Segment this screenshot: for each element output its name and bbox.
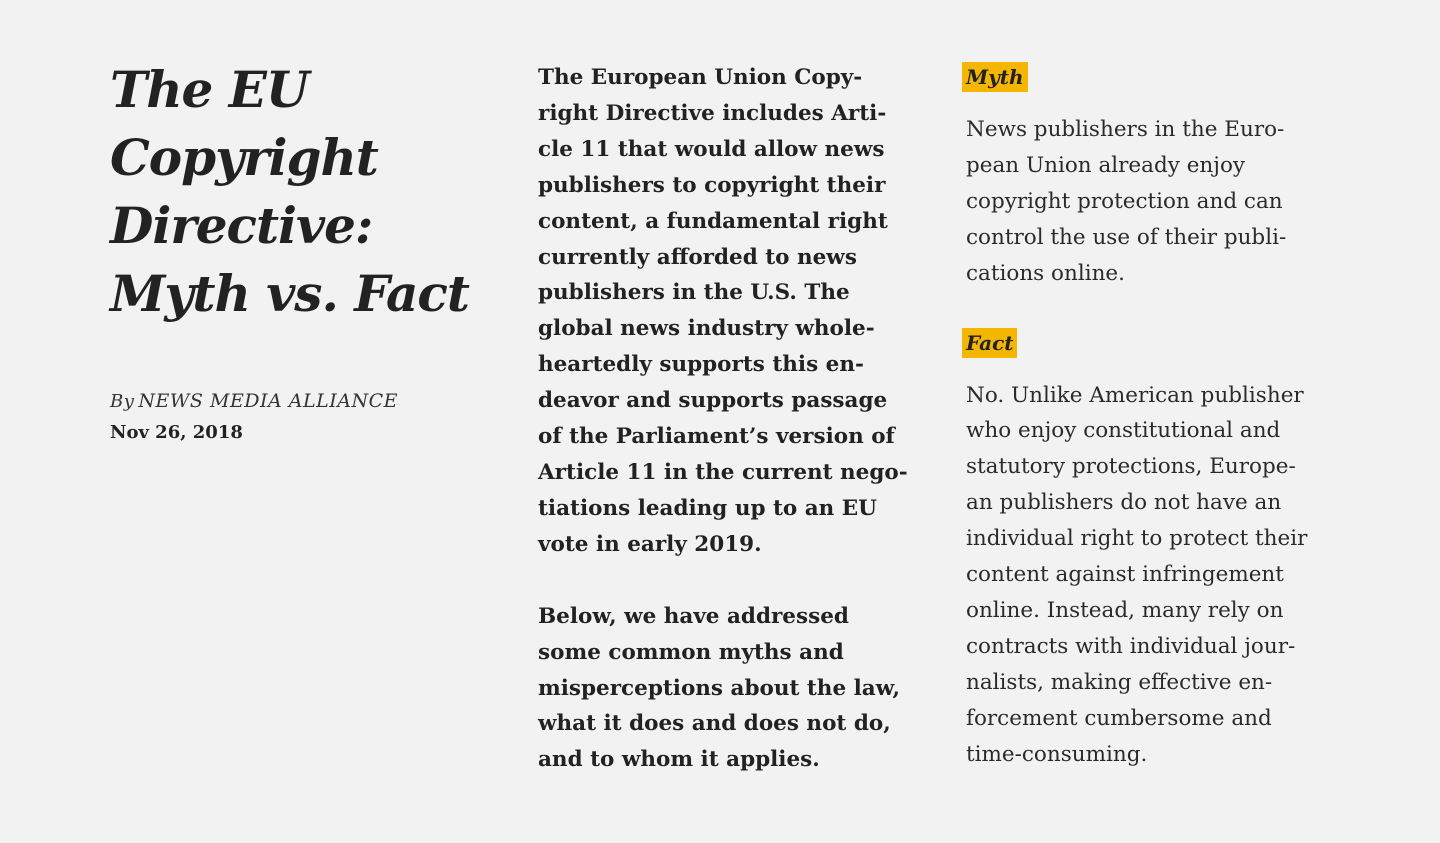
- text-line: cations online.: [966, 260, 1125, 286]
- text-line: publishers to copyright their: [538, 172, 886, 198]
- text-line: nalists, making effective en-: [966, 669, 1273, 695]
- text-line: what it does and does not do,: [538, 711, 891, 737]
- intro-paragraph: [538, 60, 918, 563]
- text-line: right Directive includes Arti-: [538, 100, 887, 126]
- text-line: of the Parliament’s version of: [538, 424, 895, 450]
- text-line: online. Instead, many rely on: [966, 597, 1284, 623]
- text-line: cle 11 that would allow news: [538, 136, 885, 162]
- myth-label: Myth: [962, 62, 1028, 92]
- text-line: global news industry whole-: [538, 316, 875, 342]
- text-line: who enjoy constitutional and: [966, 418, 1281, 444]
- text-line: Below, we have addressed: [538, 603, 849, 629]
- fact-label: Fact: [962, 328, 1017, 358]
- text-line: time-consuming.: [966, 741, 1148, 767]
- intro-paragraph-summary: [538, 599, 918, 779]
- byline-prefix: By: [110, 391, 135, 412]
- text-line: tiations leading up to an EU: [538, 495, 877, 521]
- text-line: content against infringement: [966, 562, 1284, 588]
- text-line: vote in early 2019.: [538, 531, 762, 557]
- title-line: Myth vs. Fact: [110, 264, 469, 323]
- text-line: some common myths and: [538, 639, 844, 665]
- article-header: [110, 56, 490, 443]
- text-line: currently afforded to news: [538, 244, 857, 270]
- fact-text: [966, 378, 1366, 773]
- author-name[interactable]: NEWS MEDIA ALLIANCE: [138, 390, 399, 412]
- byline: [110, 390, 490, 412]
- text-line: individual right to protect their: [966, 526, 1308, 552]
- myth-fact-section: [966, 62, 1366, 773]
- text-line: misperceptions about the law,: [538, 675, 900, 701]
- title-line: Directive:: [110, 196, 373, 255]
- text-line: publishers in the U.S. The: [538, 280, 850, 306]
- article-title: [110, 56, 490, 328]
- publish-date: Nov 26, 2018: [110, 422, 243, 443]
- title-line: The EU: [110, 60, 309, 119]
- text-line: heartedly supports this en-: [538, 352, 864, 378]
- text-line: and to whom it applies.: [538, 747, 820, 773]
- text-line: control the use of their publi-: [966, 224, 1287, 250]
- text-line: copyright protection and can: [966, 188, 1283, 214]
- text-line: Article 11 in the current nego-: [538, 459, 908, 485]
- myth-text: [966, 112, 1366, 292]
- text-line: forcement cumbersome and: [966, 705, 1272, 731]
- text-line: content, a fundamental right: [538, 208, 888, 234]
- text-line: statutory protections, Europe-: [966, 454, 1296, 480]
- text-line: an publishers do not have an: [966, 490, 1282, 516]
- text-line: contracts with individual jour-: [966, 633, 1296, 659]
- text-line: The European Union Copy-: [538, 65, 863, 90]
- text-line: No. Unlike American publisher: [966, 382, 1304, 408]
- text-line: pean Union already enjoy: [966, 152, 1246, 178]
- intro-section: [538, 60, 918, 778]
- title-line: Copyright: [110, 128, 378, 187]
- text-line: deavor and supports passage: [538, 388, 888, 414]
- text-line: News publishers in the Euro-: [966, 117, 1285, 142]
